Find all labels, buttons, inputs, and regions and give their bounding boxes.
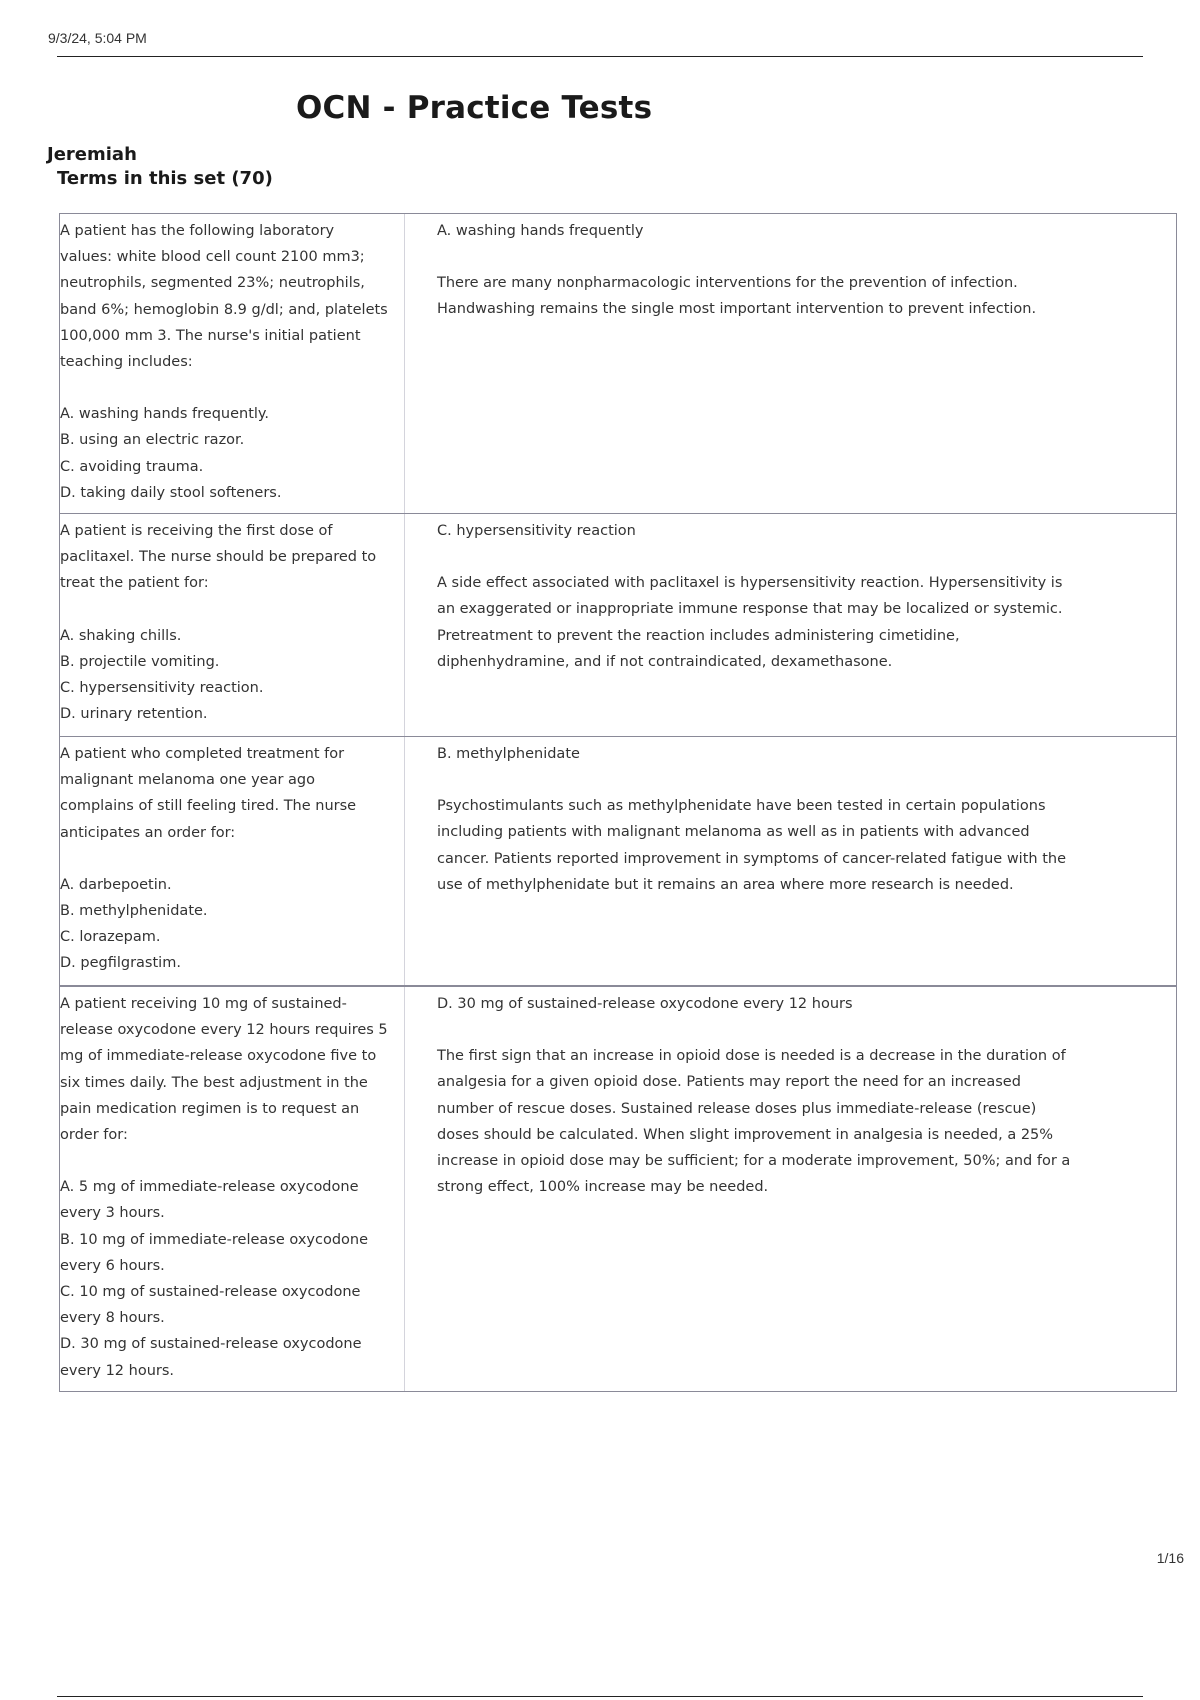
spacer: [437, 767, 1156, 793]
correct-answer: A. washing hands frequently: [437, 223, 644, 239]
page-number: 1/16: [1156, 1550, 1184, 1566]
correct-answer: D. 30 mg of sustained-release oxycodone every 12 hours: [437, 996, 853, 1012]
answer-option: every 6 hours.: [60, 1257, 165, 1274]
explanation-line: diphenhydramine, and if not contraindicated, dexamethasone.: [437, 653, 893, 670]
answer-option: D. 30 mg of sustained-release oxycodone: [60, 1336, 362, 1353]
answer-option: A. 5 mg of immediate-release oxycodone: [60, 1179, 359, 1196]
print-timestamp: 9/3/24, 5:04 PM: [48, 30, 147, 46]
question-line: 100,000 mm 3. The nurse's initial patient: [60, 327, 361, 344]
explanation-line: strong effect, 100% increase may be needed.: [437, 1179, 769, 1196]
spacer: [60, 846, 396, 872]
spacer: [60, 375, 396, 401]
question-line: mg of immediate-release oxycodone five to: [60, 1048, 377, 1065]
question-line: six times daily. The best adjustment in the: [60, 1074, 368, 1091]
question-line: band 6%; hemoglobin 8.9 g/dl; and, platelets: [60, 301, 388, 318]
question-line: treat the patient for:: [60, 575, 209, 592]
correct-answer: B. methylphenidate: [437, 746, 580, 762]
term-question: [60, 214, 405, 513]
spacer: [437, 544, 1156, 570]
explanation-line: use of methylphenidate but it remains an area where more research is needed.: [437, 876, 1014, 893]
answer-option: every 12 hours.: [60, 1362, 175, 1379]
explanation-line: cancer. Patients reported improvement in symptoms of cancer-related fatigue with the: [437, 850, 1066, 867]
term-question: [60, 987, 405, 1391]
question-line: paclitaxel. The nurse should be prepared to: [60, 549, 377, 566]
answer-option: C. avoiding trauma.: [60, 458, 204, 475]
term-definition: [405, 737, 1176, 985]
answer-option: C. 10 mg of sustained-release oxycodone: [60, 1284, 361, 1301]
spacer: [437, 244, 1156, 270]
header-rule: [57, 56, 1143, 57]
question-line: neutrophils, segmented 23%; neutrophils,: [60, 275, 365, 292]
author-name[interactable]: Jeremiah: [47, 144, 137, 165]
question-line: teaching includes:: [60, 354, 193, 371]
term-definition: [405, 987, 1176, 1391]
question-line: complains of still feeling tired. The nurse: [60, 798, 357, 815]
page-title: OCN - Practice Tests: [296, 90, 653, 126]
explanation-line: increase in opioid dose may be sufficient; for a moderate improvement, 50%; and for a: [437, 1153, 1071, 1170]
explanation-line: Psychostimulants such as methylphenidate have been tested in certain populations: [437, 798, 1046, 815]
explanation-line: Pretreatment to prevent the reaction includes administering cimetidine,: [437, 627, 960, 644]
explanation-line: number of rescue doses. Sustained release doses plus immediate-release (rescue): [437, 1100, 1037, 1117]
explanation-line: including patients with malignant melanoma as well as in patients with advanced: [437, 824, 1030, 841]
term-definition: [405, 514, 1176, 736]
answer-option: every 8 hours.: [60, 1310, 165, 1327]
question-line: malignant melanoma one year ago: [60, 772, 315, 789]
question-line: A patient receiving 10 mg of sustained-: [60, 996, 347, 1012]
explanation-line: A side effect associated with paclitaxel is hypersensitivity reaction. Hypersensitivity is: [437, 575, 1063, 592]
term-card: [60, 514, 1176, 737]
terms-count-heading: Terms in this set (70): [57, 168, 273, 189]
answer-option: A. darbepoetin.: [60, 876, 172, 893]
explanation-line: analgesia for a given opioid dose. Patients may report the need for an increased: [437, 1074, 1021, 1091]
answer-option: A. washing hands frequently.: [60, 406, 270, 423]
answer-option: C. lorazepam.: [60, 929, 161, 946]
term-question: [60, 737, 405, 985]
explanation-line: doses should be calculated. When slight improvement in analgesia is needed, a 25%: [437, 1126, 1054, 1143]
answer-option: every 3 hours.: [60, 1205, 165, 1222]
question-line: pain medication regimen is to request an: [60, 1100, 360, 1117]
answer-option: A. shaking chills.: [60, 627, 182, 644]
explanation-line: Handwashing remains the single most important intervention to prevent infection.: [437, 301, 1037, 318]
answer-option: B. 10 mg of immediate-release oxycodone: [60, 1231, 369, 1248]
question-line: release oxycodone every 12 hours requires 5: [60, 1022, 388, 1039]
footer-rule: [57, 1696, 1143, 1697]
term-card: [60, 214, 1176, 514]
question-line: anticipates an order for:: [60, 824, 236, 841]
question-line: A patient has the following laboratory: [60, 223, 335, 239]
answer-option: D. urinary retention.: [60, 706, 208, 723]
answer-option: D. pegfilgrastim.: [60, 955, 181, 972]
spacer: [437, 1017, 1156, 1043]
answer-option: B. methylphenidate.: [60, 903, 208, 920]
term-question: [60, 514, 405, 736]
explanation-line: an exaggerated or inappropriate immune response that may be localized or systemic.: [437, 601, 1063, 618]
answer-option: C. hypersensitivity reaction.: [60, 680, 264, 697]
terms-table: [59, 213, 1177, 1392]
question-line: A patient is receiving the first dose of: [60, 523, 333, 539]
answer-option: D. taking daily stool softeners.: [60, 484, 282, 501]
question-line: A patient who completed treatment for: [60, 746, 345, 762]
explanation-line: There are many nonpharmacologic interventions for the prevention of infection.: [437, 275, 1018, 292]
spacer: [60, 597, 396, 623]
question-line: values: white blood cell count 2100 mm3;: [60, 249, 365, 266]
question-line: order for:: [60, 1127, 128, 1144]
explanation-line: The first sign that an increase in opioid dose is needed is a decrease in the duration of: [437, 1048, 1066, 1065]
correct-answer: C. hypersensitivity reaction: [437, 523, 636, 539]
term-card: [60, 737, 1176, 986]
term-definition: [405, 214, 1176, 513]
answer-option: B. using an electric razor.: [60, 432, 245, 449]
term-card: [60, 986, 1176, 1391]
spacer: [60, 1148, 396, 1174]
answer-option: B. projectile vomiting.: [60, 653, 220, 670]
